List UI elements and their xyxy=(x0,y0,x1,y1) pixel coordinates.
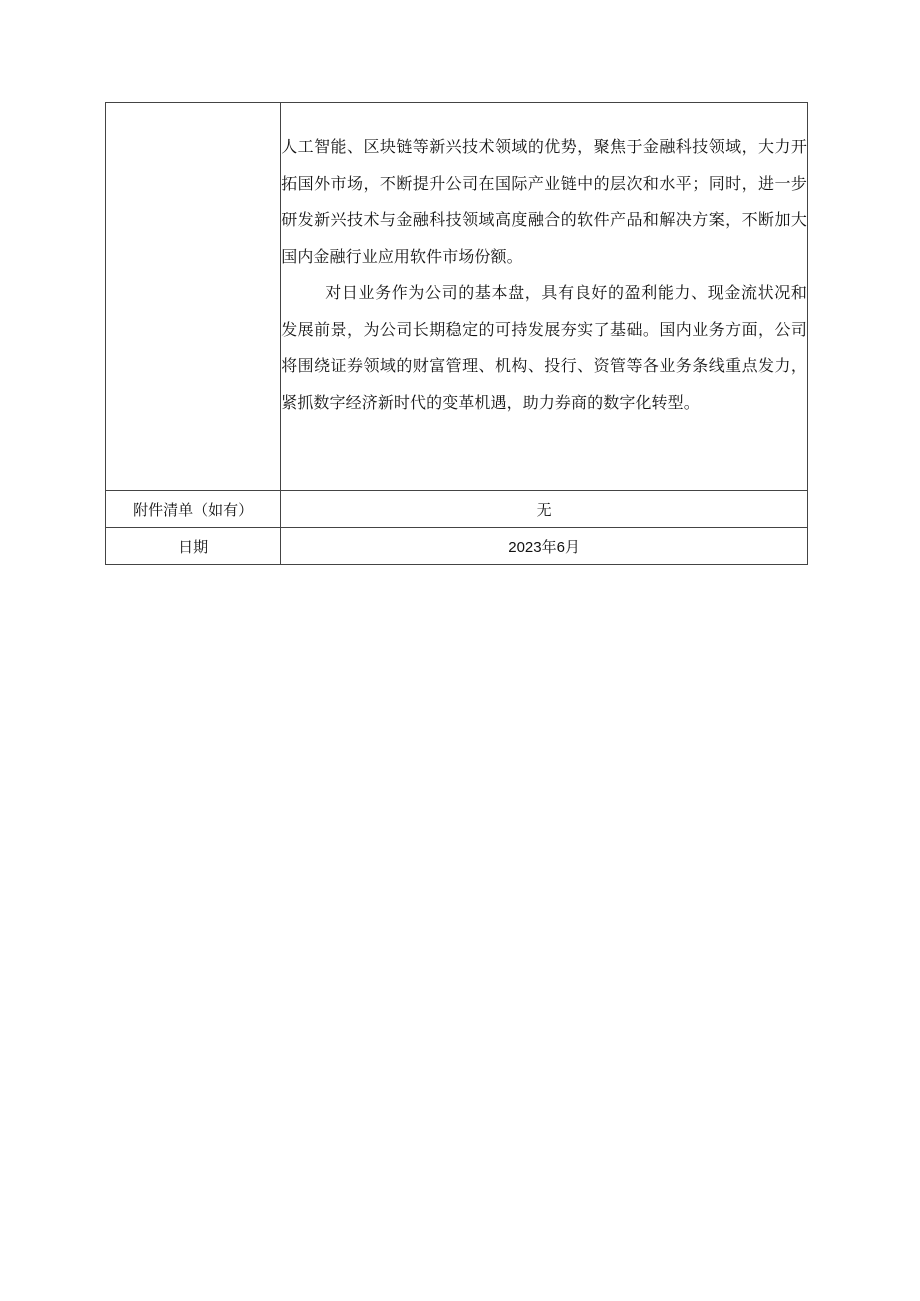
content-label-cell xyxy=(106,103,281,491)
date-value: 2023年6月 xyxy=(281,528,808,565)
paragraph-2: 对日业务作为公司的基本盘，具有良好的盈利能力、现金流状况和发展前景，为公司长期稳定的可持发展夯实了基础。国内业务方面，公司将围绕证券领域的财富管理、机构、投行、资管等各业务条线重点发力，紧抓数字经济新时代的变革机遇，助力券商的数字化转型。 xyxy=(281,283,807,412)
content-row xyxy=(106,103,808,491)
paragraph-1: 人工智能、区块链等新兴技术领域的优势，聚焦于金融科技领域，大力开拓国外市场，不断提升公司在国际产业链中的层次和水平；同时，进一步研发新兴技术与金融科技领域高度融合的软件产品和解决方案，不断加大国内金融行业应用软件市场份额。 xyxy=(281,137,807,266)
attachments-row xyxy=(106,491,808,528)
info-table xyxy=(105,102,808,565)
attachments-value: 无 xyxy=(281,491,808,528)
attachments-label: 附件清单（如有） xyxy=(106,491,281,528)
content-value-cell xyxy=(281,103,808,491)
date-label: 日期 xyxy=(106,528,281,565)
date-row xyxy=(106,528,808,565)
